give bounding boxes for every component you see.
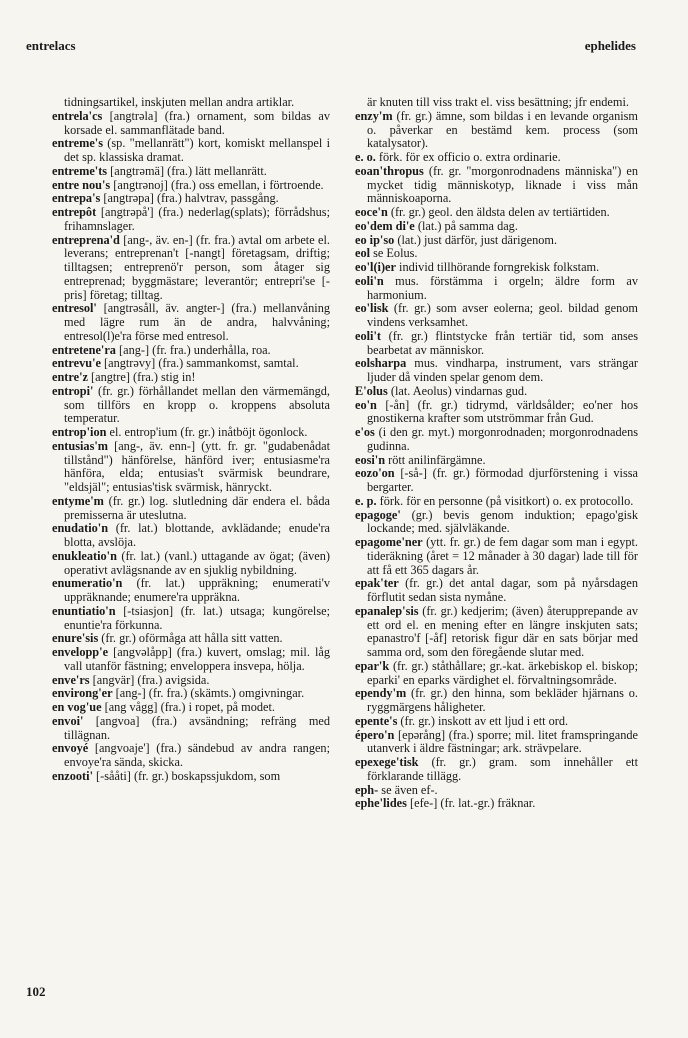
dictionary-entry <box>355 234 638 248</box>
entry-headword: entrop'ion <box>52 425 107 439</box>
entry-definition: [angtrəpa] (fra.) halvtrav, passgång. <box>100 191 279 206</box>
entry-headword: eo'n <box>355 397 377 412</box>
dictionary-entry <box>355 426 638 454</box>
entry-definition: [ang-] (fr. fra.) underhålla, roa. <box>115 342 271 357</box>
entry-definition: (lat.) just därför, just därigenom. <box>394 232 558 247</box>
dictionary-entry <box>52 770 330 784</box>
entry-definition: (fr. gr.) det antal dagar, som på nyårsdagen förflutit sedan sista nymåne. <box>367 576 638 604</box>
dictionary-entry <box>52 371 330 385</box>
entry-headword: envoi' <box>52 713 84 728</box>
dictionary-entry <box>355 110 638 151</box>
right-column <box>355 96 638 811</box>
entry-headword: enve'rs <box>52 672 90 687</box>
page-number: 102 <box>26 984 46 999</box>
entry-definition: [angvoaje'] (fra.) sändebud av andra rangen; envoye'ra sända, skicka. <box>64 741 330 769</box>
entry-headword: entreme's <box>52 136 103 151</box>
entry-headword: ephe'lides <box>355 796 407 811</box>
entry-headword: eoan'thropus <box>355 163 424 178</box>
entry-definition: [ang vågg] (fra.) i ropet, på modet. <box>101 700 275 714</box>
entry-headword: entrepa's <box>52 191 101 206</box>
entry-headword: entrevu'e <box>52 356 101 371</box>
entry-definition: (fr. gr.) oförmåga att hålla sitt vatten. <box>98 631 283 646</box>
entry-definition: (fr. gr.) gram. som innehåller ett förklarande tillägg. <box>367 755 638 783</box>
entry-headword: entreprena'd <box>52 232 120 247</box>
entry-headword: eoli'n <box>355 273 384 288</box>
entry-headword: envelopp'e <box>52 645 109 659</box>
entry-headword: entresol' <box>52 301 97 316</box>
dictionary-entry <box>52 687 330 701</box>
entry-headword: e. o. <box>355 150 376 164</box>
entry-definition: [ang-, äv. en-] (fr. fra.) avtal om arbete el. leverans; entreprenan't [-nangt] företagsam, driftig; tilltagsen; entreprenö'r person, som åtager sig entreprenad; byggmästare; leverantör; entrepri'se [-pris] företag; tilltag. <box>64 232 330 302</box>
entry-definition: (fr. gr.) log. slutledning där endera el. båda premisserna är uteslutna. <box>64 493 330 522</box>
entry-headword: epanalep'sis <box>355 603 419 618</box>
entry-definition: [-sååti] (fr. gr.) boskapssjukdom, som <box>92 768 281 783</box>
dictionary-entry <box>355 797 638 811</box>
dictionary-entry <box>355 151 638 165</box>
dictionary-entry <box>355 660 638 688</box>
entry-headword: enzooti' <box>52 768 93 783</box>
entry-headword: eol <box>355 246 371 261</box>
entry-headword: enzy'm <box>355 108 393 123</box>
dictionary-entry <box>52 605 330 633</box>
entry-headword: eosi'n <box>355 452 386 467</box>
entry-headword: enudatio'n <box>52 521 109 536</box>
dictionary-entry <box>52 577 330 605</box>
entry-headword: E'olus <box>355 383 388 398</box>
entry-headword: eo'lisk <box>355 301 389 316</box>
dictionary-entry <box>355 756 638 784</box>
entry-definition: [ang-] (fr. fra.) (skämts.) omgivningar. <box>112 686 305 701</box>
entry-definition: [angtrəvy] (fra.) sammankomst, samtal. <box>100 356 299 371</box>
dictionary-entry <box>355 495 638 509</box>
entry-headword: eo'l(i)er <box>355 260 396 274</box>
dictionary-entry <box>355 784 638 798</box>
left-column <box>52 96 330 784</box>
dictionary-entry <box>52 179 330 193</box>
entry-definition: (ytt. fr. gr.) de fem dagar som man i egypt. tideräkning (året = 12 månader à 30 dagar) lade till för att få ett 365 dagars år. <box>367 535 638 577</box>
dictionary-entry <box>52 344 330 358</box>
dictionary-entry <box>52 742 330 770</box>
entry-definition: [-ån] (fr. gr.) tidrymd, världsålder; eo'ner hos gnostikerna krafter som utströmmar från Gud. <box>367 397 638 426</box>
entry-headword: eo ip'so <box>355 232 395 247</box>
header-right-guideword: ephelides <box>584 38 636 53</box>
dictionary-entry <box>355 509 638 537</box>
entry-definition: [epərång] (fra.) sporre; mil. litet framspringande utanverk i äldre fästningar; ark. strävpelare. <box>367 727 638 756</box>
entry-headword: envoyé <box>52 741 89 756</box>
entry-definition: förk. för ex officio o. extra ordinarie. <box>375 150 561 164</box>
dictionary-entry <box>355 536 638 577</box>
dictionary-entry <box>52 632 330 646</box>
entry-headword: epexege'tisk <box>355 755 419 769</box>
entry-definition: (gr.) bevis genom induktion; epago'gisk lockande; med. självläkande. <box>367 507 638 536</box>
entry-definition: [angtrəsåll, äv. angter-] (fra.) mellanvåning med lägre rum än de andra, halvvåning; entresol(l)e'ra förse med entresol. <box>64 301 330 343</box>
entry-headword: entropi' <box>52 383 94 398</box>
entry-headword: en vog'ue <box>52 700 102 714</box>
entry-definition: [-tsiasjon] (fr. lat.) utsaga; kungörelse; enuntie'ra förkunna. <box>64 603 330 632</box>
dictionary-entry <box>355 399 638 427</box>
dictionary-entry <box>52 302 330 343</box>
entry-definition: (fr. gr.) inskott av ett ljud i ett ord. <box>397 713 569 728</box>
dictionary-entry <box>355 165 638 206</box>
dictionary-entry <box>355 454 638 468</box>
dictionary-entry <box>355 220 638 234</box>
dictionary-entry <box>52 550 330 578</box>
entry-definition: (fr. gr.) geol. den äldsta delen av tertiärtiden. <box>387 205 610 219</box>
entry-headword: enuntiatio'n <box>52 603 116 618</box>
dictionary-entry <box>52 165 330 179</box>
entry-definition: (fr. gr.) kedjerim; (även) återupprepande av ett ord el. en mening efter en längre inskjuten sats; epanastro'f [-åf] retorisk figur där en sats börjar med samma ord, som den föregående slutar med. <box>367 603 638 659</box>
entry-definition: [angtrəla] (fra.) ornament, som bildas av korsade el. sammanflätade band. <box>64 108 330 137</box>
dictionary-entry <box>52 357 330 371</box>
entry-headword: epente's <box>355 713 398 728</box>
entry-definition: [angtrəpå'] (fra.) nederlag(splats); förrådshus; frihamnslager. <box>64 205 330 233</box>
entry-definition: se Eolus. <box>370 246 418 261</box>
entry-headword: epagome'ner <box>355 535 423 549</box>
dictionary-entry <box>355 467 638 495</box>
dictionary-entry <box>355 96 638 110</box>
dictionary-entry <box>52 522 330 550</box>
entry-definition: (fr. gr.) den hinna, som bekläder hjärnans o. ryggmärgens håligheter. <box>367 686 638 714</box>
entry-definition: [angtre] (fra.) stig in! <box>87 370 196 384</box>
entry-definition: [-så-] (fr. gr.) förmodad djurförstening i vissa bergarter. <box>367 466 638 494</box>
entry-definition: (lat.) på samma dag. <box>414 218 518 233</box>
dictionary-entry <box>52 426 330 440</box>
entry-definition: (i den gr. myt.) morgonrodnaden; morgonrodnadens gudinna. <box>367 425 638 453</box>
entry-headword: enure'sis <box>52 631 99 646</box>
entry-headword: eoli't <box>355 328 381 343</box>
dictionary-entry <box>52 96 330 110</box>
entry-definition: (fr. lat.) uppräkning; enumerati'v uppräknande; enumere'ra uppräkna. <box>64 576 330 604</box>
entry-definition: se även ef-. <box>378 782 438 797</box>
dictionary-entry <box>52 192 330 206</box>
entry-definition: [efe-] (fr. lat.-gr.) fräknar. <box>406 796 536 811</box>
entry-definition: individ tillhörande forngrekisk folkstam. <box>395 260 600 274</box>
entry-definition: [angtrənoj] (fra.) oss emellan, i förtroende. <box>110 177 324 192</box>
entry-definition: är knuten till viss trakt el. viss besättning; jfr endemi. <box>367 95 629 109</box>
entry-headword: eo'dem di'e <box>355 218 415 233</box>
entry-headword: enukleatio'n <box>52 548 117 563</box>
entry-headword: enumeratio'n <box>52 576 123 591</box>
entry-definition: (fr. gr.) förhållandet mellan den värmemängd, som tillförs en kropp o. kroppens absoluta temperatur. <box>64 383 330 426</box>
dictionary-entry <box>52 495 330 523</box>
entry-definition: (fr. lat.) (vanl.) uttagande av ögat; (även) operativt avlägsnande av en sjuklig nybildning. <box>64 548 330 577</box>
dictionary-entry <box>52 206 330 234</box>
entry-definition: (fr. lat.) blottande, avklädande; enude'ra blotta, avslöja. <box>64 521 330 549</box>
entry-definition: [ang-, äv. enn-] (ytt. fr. gr. "gudabenådat tillstånd") hänförelse, hänförd iver; entusiasme'ra hänföra, elda; entusias't svärmisk beundrare, "eldsjäl"; entusias'tisk svärmisk, hänryckt. <box>64 438 330 494</box>
dictionary-entry <box>52 137 330 165</box>
entry-headword: entusias'm <box>52 438 109 453</box>
entry-headword: entre'z <box>52 370 88 384</box>
dictionary-entry <box>52 701 330 715</box>
entry-headword: eozo'on <box>355 466 395 481</box>
dictionary-entry <box>355 385 638 399</box>
entry-definition: rött anilinfärgämne. <box>385 452 486 467</box>
entry-headword: épero'n <box>355 727 395 742</box>
entry-definition: el. entrop'ium (fr. gr.) inåtböjt ögonlock. <box>106 425 308 439</box>
dictionary-entry <box>355 330 638 358</box>
dictionary-entry <box>52 234 330 303</box>
entry-definition: tidningsartikel, inskjuten mellan andra artiklar. <box>64 95 295 109</box>
entry-headword: eolsharpa <box>355 356 407 371</box>
entry-headword: e. p. <box>355 493 377 508</box>
dictionary-entry <box>355 261 638 275</box>
dictionary-entry <box>52 440 330 495</box>
dictionary-entry <box>355 302 638 330</box>
entry-headword: entretene'ra <box>52 342 116 357</box>
entry-headword: entrela'cs <box>52 108 103 123</box>
entry-headword: epagoge' <box>355 507 401 522</box>
dictionary-entry <box>52 385 330 426</box>
entry-definition: (sp. "mellanrätt") kort, komiskt mellanspel i det sp. klassiska dramat. <box>64 136 330 164</box>
dictionary-entry <box>355 687 638 715</box>
entry-headword: environg'er <box>52 686 113 701</box>
entry-headword: entyme'm <box>52 493 104 508</box>
entry-headword: epak'ter <box>355 576 399 591</box>
entry-headword: epar'k <box>355 658 390 673</box>
entry-headword: ependy'm <box>355 686 407 701</box>
entry-definition: mus. vindharpa, instrument, vars strängar ljuder då vinden spelar genom dem. <box>367 356 638 384</box>
entry-definition: [angvär] (fra.) avigsida. <box>89 672 210 687</box>
entry-definition: mus. förstämma i orgeln; äldre form av harmonium. <box>367 273 638 302</box>
entry-definition: [angvoa] (fra.) avsändning; refräng med tillägnan. <box>64 713 330 742</box>
entry-definition: [angtrəmä] (fra.) lätt mellanrätt. <box>107 163 267 178</box>
dictionary-entry <box>52 646 330 674</box>
entry-definition: (fr. gr. "morgonrodnadens människa") en mycket tidig människotyp, liknade i viss mån människoaporna. <box>367 163 638 206</box>
entry-definition: [angvəlåpp] (fra.) kuvert, omslag; mil. låg vall utanför fästning; envelopperа insvepa, hölja. <box>64 645 330 673</box>
entry-headword: entrepôt <box>52 205 97 219</box>
header-left-guideword: entrelacs <box>26 38 76 53</box>
entry-headword: eph- <box>355 782 379 797</box>
dictionary-entry <box>355 577 638 605</box>
dictionary-entry <box>52 674 330 688</box>
dictionary-entry <box>355 275 638 303</box>
entry-definition: (fr. gr.) ståthållare; gr.-kat. ärkebiskop el. biskop; eparki' en eparks värdighet el. förvaltningsområde. <box>367 658 638 687</box>
dictionary-entry <box>355 357 638 385</box>
dictionary-entry <box>355 715 638 729</box>
entry-definition: (lat. Aeolus) vindarnas gud. <box>387 383 528 398</box>
entry-headword: eoce'n <box>355 205 388 219</box>
dictionary-entry <box>52 110 330 138</box>
entry-definition: (fr. gr.) som avser eolerna; geol. bildad genom vindens verksamhet. <box>367 301 638 329</box>
entry-definition: förk. för en personne (på visitkort) o. ex protocollo. <box>376 493 634 508</box>
dictionary-entry <box>355 729 638 757</box>
entry-definition: (fr. gr.) ämne, som bildas i en levande organism o. påverkar en bestämd kem. process (som katalysator). <box>367 108 638 151</box>
entry-headword: entre nou's <box>52 177 111 192</box>
dictionary-entry <box>355 605 638 660</box>
dictionary-entry <box>355 247 638 261</box>
entry-headword: entreme'ts <box>52 163 108 178</box>
entry-definition: (fr. gr.) flintstycke från tertiär tid, som anses bearbetat av människor. <box>367 328 638 357</box>
entry-headword: e'os <box>355 425 375 439</box>
dictionary-entry <box>355 206 638 220</box>
dictionary-entry <box>52 715 330 743</box>
